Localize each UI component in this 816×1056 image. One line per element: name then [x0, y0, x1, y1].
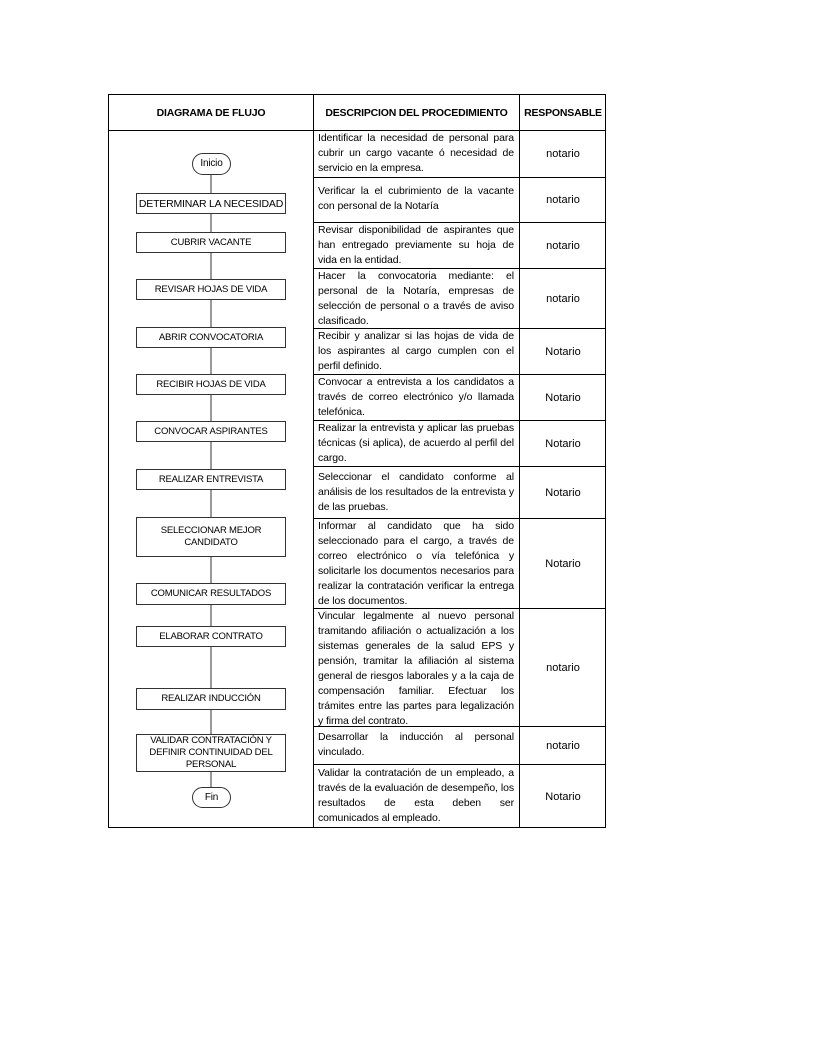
row-5-responsible: Notario	[545, 345, 581, 358]
column-divider	[313, 94, 314, 828]
flow-step-seleccionar: SELECCIONAR MEJOR CANDIDATO	[136, 517, 286, 557]
header-responsible: RESPONSABLE	[524, 106, 602, 119]
header-flow-diagram: DIAGRAMA DE FLUJO	[156, 106, 266, 119]
row-11-responsible: notario	[546, 739, 580, 752]
row-1-description: Identificar la necesidad de personal para cubrir un cargo vacante ó necesidad de servicio en la empresa.	[318, 132, 514, 174]
row-9-responsible: Notario	[545, 557, 581, 570]
flow-step-elaborar: ELABORAR CONTRATO	[136, 626, 286, 647]
flow-step-induccion: REALIZAR INDUCCIÓN	[136, 688, 286, 710]
header-description: DESCRIPCION DEL PROCEDIMIENTO	[325, 106, 508, 119]
row-3-description: Revisar disponibilidad de aspirantes que han entregado previamente su hoja de vida en la entidad.	[318, 224, 514, 266]
row-12-description: Validar la contratación de un empleado, a través de la evaluación de desempeño, los resultados de esta deben ser comunicados al empleado.	[318, 767, 514, 824]
row-8-description: Seleccionar el candidato conforme al análisis de los resultados de la entrevista y de las pruebas.	[318, 471, 514, 513]
flow-start-terminal: Inicio	[192, 153, 231, 175]
flow-step-cubrir: CUBRIR VACANTE	[136, 232, 286, 253]
flow-step-convocar: CONVOCAR ASPIRANTES	[136, 421, 286, 442]
flow-step-abrir: ABRIR CONVOCATORIA	[136, 327, 286, 348]
row-1-responsible: notario	[546, 148, 580, 160]
flow-step-revisar: REVISAR HOJAS DE VIDA	[136, 279, 286, 300]
row-6-description: Convocar a entrevista a los candidatos a través de correo electrónico y/o llamada telefónica.	[318, 376, 514, 418]
flow-step-entrevista: REALIZAR ENTREVISTA	[136, 469, 286, 490]
flow-step-comunicar: COMUNICAR RESULTADOS	[136, 583, 286, 605]
row-11-description: Desarrollar la inducción al personal vinculado.	[318, 731, 514, 758]
flow-end-terminal: Fin	[192, 787, 231, 808]
row-7-description: Realizar la entrevista y aplicar las pruebas técnicas (si aplica), de acuerdo al perfil del cargo.	[318, 422, 514, 464]
flow-step-determinar: DETERMINAR LA NECESIDAD	[136, 193, 286, 214]
row-6-responsible: Notario	[545, 391, 581, 404]
flow-step-recibir: RECIBIR HOJAS DE VIDA	[136, 374, 286, 395]
row-12-responsible: Notario	[545, 790, 581, 803]
row-4-description: Hacer la convocatoria mediante: el personal de la Notaría, empresas de selección de personal o a través de aviso clasificado.	[318, 270, 514, 327]
row-2-responsible: notario	[546, 194, 580, 206]
flow-step-validar: VALIDAR CONTRATACIÓN Y DEFINIR CONTINUIDAD DEL PERSONAL	[136, 734, 286, 772]
row-8-responsible: Notario	[545, 486, 581, 499]
row-7-responsible: Notario	[545, 437, 581, 450]
row-2-description: Verificar la el cubrimiento de la vacante con personal de la Notaría	[318, 185, 514, 212]
row-9-description: Informar al candidato que ha sido seleccionado para el cargo, a través de correo electrónico o vía telefónica y solicitarle los documentos necesarios para realizar la contratación verificar la entrega de los documentos.	[318, 520, 514, 607]
row-10-responsible: notario	[546, 661, 580, 674]
row-4-responsible: notario	[546, 292, 580, 305]
row-10-description: Vincular legalmente al nuevo personal tramitando afiliación o actualización a los sistemas generales de la salud EPS y pensión, tramitar la afiliación al sistema general de riesgos laborales y a la caja de compensación familiar. Efectuar los trámites entre las partes para legalización y firma del contrato.	[318, 610, 514, 727]
row-3-responsible: notario	[546, 239, 580, 252]
row-5-description: Recibir y analizar si las hojas de vida de los aspirantes al cargo cumplen con el perfil definido.	[318, 330, 514, 372]
